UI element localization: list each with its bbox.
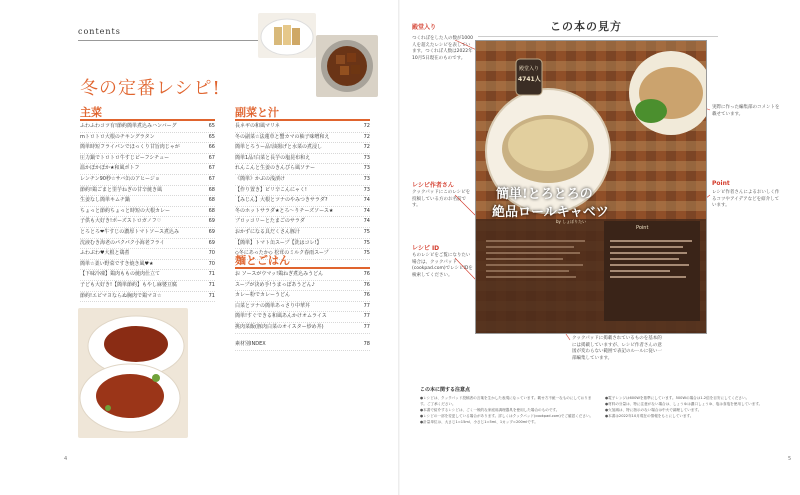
right-page-number: 5 bbox=[788, 456, 792, 462]
sample-recipe-title-line1: 簡単!とろとろの bbox=[496, 187, 593, 202]
toc-row-page: 73 bbox=[363, 186, 370, 193]
toc-row-title: れんこんと生姜のきんぴら風ソテー bbox=[235, 165, 316, 172]
toc-row-title: 温かぽかぽか★和風ポトフ bbox=[80, 165, 140, 172]
ingredient-index-entry bbox=[235, 340, 370, 351]
sample-recipe-page bbox=[475, 40, 707, 334]
photo-hamburger-steak-image bbox=[78, 308, 188, 438]
toc-row bbox=[80, 249, 215, 260]
toc-row bbox=[80, 217, 215, 228]
toc-row-page: 70 bbox=[208, 250, 215, 257]
main-dish-heading: 主菜 bbox=[80, 106, 102, 119]
toc-row bbox=[235, 291, 370, 302]
toc-row bbox=[235, 207, 370, 218]
note-line: ●本書は2022年10月現在の情報をもとにしています。 bbox=[605, 414, 694, 418]
callout-author-heading: レシピ作者さん bbox=[412, 182, 454, 189]
photo-daikon-dish bbox=[258, 13, 316, 58]
toc-row bbox=[235, 164, 370, 175]
toc-row-title: 節約!鶏ごまと里芋ねぎの甘辛焼き風 bbox=[80, 186, 163, 193]
toc-row bbox=[80, 281, 215, 292]
toc-row-page: 68 bbox=[208, 186, 215, 193]
toc-row-title: ブロッコリーとたまごのサラダ bbox=[235, 218, 305, 225]
side-dish-heading-underline bbox=[235, 119, 370, 121]
toc-row bbox=[80, 260, 215, 271]
toc-row-page: 76 bbox=[363, 271, 370, 277]
callout-recipe-id-text: ものレシピをご覧になりたい場合は、クックパッド(cookpad.com)でレシピIDを検索してください。 bbox=[412, 253, 473, 278]
toc-row-page: 74 bbox=[363, 207, 370, 214]
sample-step-lines bbox=[610, 236, 696, 282]
side-dish-heading: 副菜と汁 bbox=[235, 106, 279, 119]
toc-row bbox=[235, 312, 370, 323]
toc-row-title: おかずになる具だくさん豚汁 bbox=[235, 228, 301, 235]
note-line: ●火加減は、特に指示のない場合は中火で調理しています。 bbox=[605, 408, 702, 412]
main-dish-heading-underline bbox=[80, 119, 215, 121]
toc-row-title: 素材別INDEX bbox=[235, 341, 266, 347]
toc-row-title: 白菜とツナの簡単あっさり中華丼 bbox=[235, 302, 310, 309]
toc-row-page: 77 bbox=[363, 313, 370, 320]
toc-row bbox=[235, 122, 370, 133]
toc-row-page: 69 bbox=[208, 228, 215, 235]
toc-row bbox=[235, 340, 370, 351]
toc-row-title: 冬の副菜☆法蓮草と蟹カマの柚子味噌和え bbox=[235, 133, 330, 140]
toc-row bbox=[80, 175, 215, 186]
sample-recipe-subtitle: by しょぼりたい bbox=[556, 219, 587, 224]
toc-row bbox=[235, 323, 370, 334]
note-line: ●レシピは、クックパッド投稿者の言葉を生かした表現になっています。載せ方不統一なものにしております。ご了承ください。 bbox=[420, 396, 592, 406]
noodle-rice-list bbox=[235, 270, 370, 334]
toc-row bbox=[80, 122, 215, 133]
toc-row-page: 77 bbox=[363, 302, 370, 309]
toc-row bbox=[80, 164, 215, 175]
toc-row-title: 簡単☆柔い野菜ですき焼き風♥★ bbox=[80, 260, 154, 267]
sample-badge-top: 殿堂入り bbox=[519, 66, 540, 72]
toc-row-page: 76 bbox=[363, 281, 370, 288]
toc-row-title: 【下味冷凍】鶏肉ももの焼肉仕立て bbox=[80, 271, 161, 278]
toc-row-title: 簡単1品!白菜と長芋の塩昆布和え bbox=[235, 154, 311, 161]
toc-row bbox=[80, 228, 215, 239]
toc-row-page: 74 bbox=[363, 197, 370, 204]
toc-row-page: 72 bbox=[363, 133, 370, 140]
contents-label: contents bbox=[78, 27, 121, 36]
toc-row-title: お ソースがウマッ!鶏ねぎ煮込みうどん bbox=[235, 271, 324, 277]
how-to-read-title: この本の見方 bbox=[550, 20, 622, 33]
toc-row-page: 76 bbox=[363, 292, 370, 299]
toc-row bbox=[80, 186, 215, 197]
toc-row-page: 66 bbox=[208, 144, 215, 151]
side-dish-list bbox=[235, 122, 370, 260]
toc-row-page: 77 bbox=[363, 323, 370, 330]
photo-braised-pork-image bbox=[316, 35, 378, 97]
toc-row-title: ふわふわコツ有!節約簡単煮込みハンバーグ bbox=[80, 123, 177, 129]
note-line: ●電子レンジは600Wを基準にしています。500Wの場合は1.2倍を目安にしてください。 bbox=[605, 396, 750, 400]
toc-row-title: カレー粉でカレーうどん bbox=[235, 292, 291, 299]
toc-row-title: 沈液むき海老のパクパク小海老フライ bbox=[80, 239, 165, 246]
toc-row-title: 節約!エビマヨならぬ胸肉で鶏マヨ☆ bbox=[80, 292, 162, 299]
note-line: ●計量単位は、大さじ1=15ml、小さじ1=5ml、1カップ=200mlです。 bbox=[420, 420, 538, 424]
toc-row-page: 69 bbox=[208, 239, 215, 246]
toc-row-page: 75 bbox=[363, 228, 370, 235]
toc-row-page: 69 bbox=[208, 218, 215, 225]
toc-row-page: 67 bbox=[208, 154, 215, 161]
toc-row-title: 簡単とろうー品!油揚げと水菜の煮浸し bbox=[235, 144, 323, 151]
note-line: ●材料の分量は、特に注意がない場合は、しょうゆは濃口しょうゆ、塩は食塩を使用しています。 bbox=[605, 402, 763, 406]
toc-row-title: 簡単!すぐできる和風あんかけオムライス bbox=[235, 313, 327, 320]
main-dish-list bbox=[80, 122, 215, 302]
callout-point-heading: Point bbox=[712, 180, 730, 187]
sample-badge-number: 4741人 bbox=[518, 76, 541, 83]
toc-row bbox=[80, 196, 215, 207]
photo-braised-pork bbox=[316, 35, 378, 97]
toc-row-page: 65 bbox=[208, 133, 215, 140]
callout-editor-comment-text: 実際に作った編集部のコメントを載せています。 bbox=[712, 105, 780, 117]
toc-row-title: mトロトロ大根のチキングラタン bbox=[80, 133, 155, 140]
toc-row bbox=[235, 133, 370, 144]
photo-daikon-dish-image bbox=[258, 13, 316, 58]
note-line: ●本書で紹介するレシピは、ごく一般的な家庭用調理器具を使用した場合のものです。 bbox=[420, 408, 560, 412]
toc-row-title: スープが決め手!うまっぽあうどん♪ bbox=[235, 281, 315, 288]
toc-row-page: 78 bbox=[363, 341, 370, 347]
toc-row-title: 簡単時短フライパンでほっくり甘旨肉じゃが bbox=[80, 144, 180, 151]
toc-row-title: 長ネギの和風マリネ bbox=[235, 123, 280, 129]
callout-hall-of-fame-heading: 殿堂入り bbox=[412, 24, 437, 31]
toc-row-page: 71 bbox=[208, 281, 215, 288]
toc-row-page: 72 bbox=[363, 123, 370, 129]
toc-row bbox=[235, 175, 370, 186]
toc-row-page: 75 bbox=[363, 250, 370, 257]
toc-row-title: とろとろ❤牛すじの濃厚トマトソース煮込み bbox=[80, 228, 179, 235]
callout-recipe-id-heading: レシピ ID bbox=[412, 245, 440, 252]
toc-row bbox=[80, 207, 215, 218]
toc-row bbox=[80, 133, 215, 144]
toc-row-page: 74 bbox=[363, 218, 370, 225]
callout-ingredients-text: クックパッドに掲載されているものを基本的には掲載していますが、レシピ作者さんの意図が変わらない範囲で表記のルールに従い一部編集しています。 bbox=[572, 336, 662, 361]
callout-hall-of-fame-text: つくれぽをした人の数が1000人を超えたレシピを表しています。つくれぽ人数は2022年10月5日現在のものです。 bbox=[412, 36, 473, 61]
toc-row bbox=[235, 186, 370, 197]
noodle-rice-heading: 麺とごはん bbox=[235, 254, 290, 267]
sample-recipe-title-line2: 絶品ロールキャベツ bbox=[492, 205, 609, 220]
toc-row bbox=[235, 270, 370, 281]
toc-row-page: 67 bbox=[208, 175, 215, 182]
toc-row bbox=[235, 143, 370, 154]
toc-row-title: 子供も大好き!ボーズストロガノフ♡ bbox=[80, 218, 162, 225]
toc-row bbox=[235, 154, 370, 165]
toc-row-title: 【簡単】トマト缶スープ【洗はコレ!】 bbox=[235, 239, 322, 246]
toc-row bbox=[235, 196, 370, 207]
notes-body bbox=[420, 395, 780, 490]
page-title: 冬の定番レシピ! bbox=[80, 78, 221, 99]
toc-row-page: 68 bbox=[208, 197, 215, 204]
toc-row-title: 生姜なし簡単キムチ鍋 bbox=[80, 197, 130, 204]
toc-row-title: ◇冬にあったか◇ 松茸のミルク春雨スープ bbox=[235, 250, 329, 257]
toc-row-title: レンチン90秒☆サバ缶のアヒージョ bbox=[80, 175, 160, 182]
toc-row-title: 【作り置き】ピリ辛こんにゃく! bbox=[235, 186, 307, 193]
toc-row-page: 73 bbox=[363, 165, 370, 172]
toc-row-page: 71 bbox=[208, 292, 215, 299]
toc-row bbox=[235, 281, 370, 292]
toc-row-page: 68 bbox=[208, 207, 215, 214]
callout-point-text: レシピ作者さんによるおいしく作るコツやアイデアなどを紹介しています。 bbox=[712, 190, 780, 208]
toc-row bbox=[80, 270, 215, 281]
toc-row bbox=[80, 143, 215, 154]
toc-row-title: 圧力鍋でトロトロ牛すじビーフシチュー bbox=[80, 154, 170, 161]
toc-row-page: 75 bbox=[363, 239, 370, 246]
toc-row-title: 挑肉菜飯(豚肉白菜のオイスター炒め丼) bbox=[235, 323, 324, 330]
notes-heading: この本に関する注意点 bbox=[420, 387, 471, 393]
toc-row bbox=[80, 239, 215, 250]
sample-ingredient-lines bbox=[486, 236, 596, 282]
toc-row-page: 70 bbox=[208, 260, 215, 267]
toc-row-title: 【みじん】大根とツナのやみつきサラダ? bbox=[235, 197, 328, 204]
left-page-number: 4 bbox=[64, 456, 68, 462]
note-line: ●レシピの一部を変更している場合があります。詳しくはクックパッド(cookpad.com)でご確認ください。 bbox=[420, 414, 594, 418]
toc-row-title: 子ども大好き!【簡単節約】もやし麻婆豆腐 bbox=[80, 281, 178, 288]
toc-row bbox=[235, 302, 370, 313]
toc-row bbox=[80, 292, 215, 303]
toc-row-page: 67 bbox=[208, 165, 215, 172]
photo-hamburger-steak bbox=[78, 308, 188, 438]
toc-row-page: 73 bbox=[363, 175, 370, 182]
noodle-rice-heading-underline bbox=[235, 267, 370, 269]
toc-row-page: 65 bbox=[208, 123, 215, 129]
toc-row bbox=[235, 217, 370, 228]
toc-row-title: ちょっと節約ちょっと時短の大根カレー bbox=[80, 207, 171, 214]
toc-row-title: ふわぶわ♥大根と鶏煮 bbox=[80, 250, 130, 257]
toc-row-title: 《簡単》かぶの浅漬け bbox=[235, 175, 286, 182]
toc-row-title: 冬のホットサラダ★とろ〜りチーズソース★ bbox=[235, 207, 334, 214]
toc-row bbox=[235, 239, 370, 250]
callout-author-text: クックパッドにこのレシピを投稿している方のお名前です。 bbox=[412, 190, 471, 208]
toc-row bbox=[80, 154, 215, 165]
sample-point-label: Point bbox=[636, 225, 649, 231]
toc-row-page: 72 bbox=[363, 144, 370, 151]
toc-row-page: 71 bbox=[208, 271, 215, 278]
toc-row bbox=[235, 228, 370, 239]
toc-row-page: 73 bbox=[363, 154, 370, 161]
